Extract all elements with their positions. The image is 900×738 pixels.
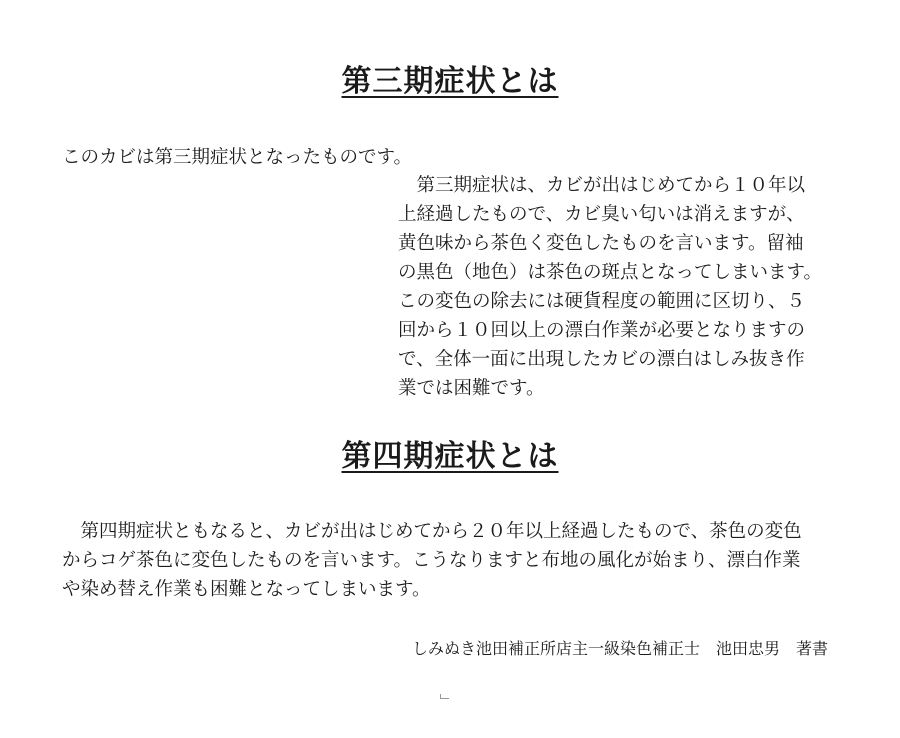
intro-text: このカビは第三期症状となったものです。	[62, 147, 413, 168]
paragraph-line: 回から１０回以上の漂白作業が必要となりますの	[398, 320, 806, 341]
paragraph-line: で、全体一面に出現したカビの漂白はしみ抜き作	[398, 349, 805, 370]
paragraph-line: からコゲ茶色に変色したものを言います。こうなりますと布地の風化が始まり、漂白作業	[62, 550, 801, 571]
paragraph-line: 黄色味から茶色く変色したものを言います。留袖	[398, 233, 804, 254]
section-heading-stage4	[0, 437, 900, 477]
paragraph-line: 第三期症状は、カビが出はじめてから１０年以	[398, 175, 806, 196]
author-signature: しみぬき池田補正所店主一級染色補正士 池田忠男 著書	[411, 639, 828, 658]
paragraph-line: や染め替え作業も困難となってしまいます。	[62, 579, 431, 600]
paragraph-line: 上経過したもので、カビ臭い匂いは消えますが、	[398, 204, 805, 225]
section-heading-stage4-text: 第四期症状とは	[341, 439, 559, 474]
paragraph-line: この変色の除去には硬貨程度の範囲に区切り、５	[398, 291, 806, 312]
section-heading-stage3	[0, 62, 900, 102]
paragraph-line: 業では困難です。	[398, 378, 545, 399]
section-heading-stage3-text: 第三期症状とは	[341, 64, 559, 99]
scan-mark	[440, 694, 449, 699]
paragraph-line: 第四期症状ともなると、カビが出はじめてから２０年以上経過したもので、茶色の変色	[62, 521, 802, 542]
paragraph-line: の黒色（地色）は茶色の斑点となってしまいます。	[398, 262, 823, 283]
